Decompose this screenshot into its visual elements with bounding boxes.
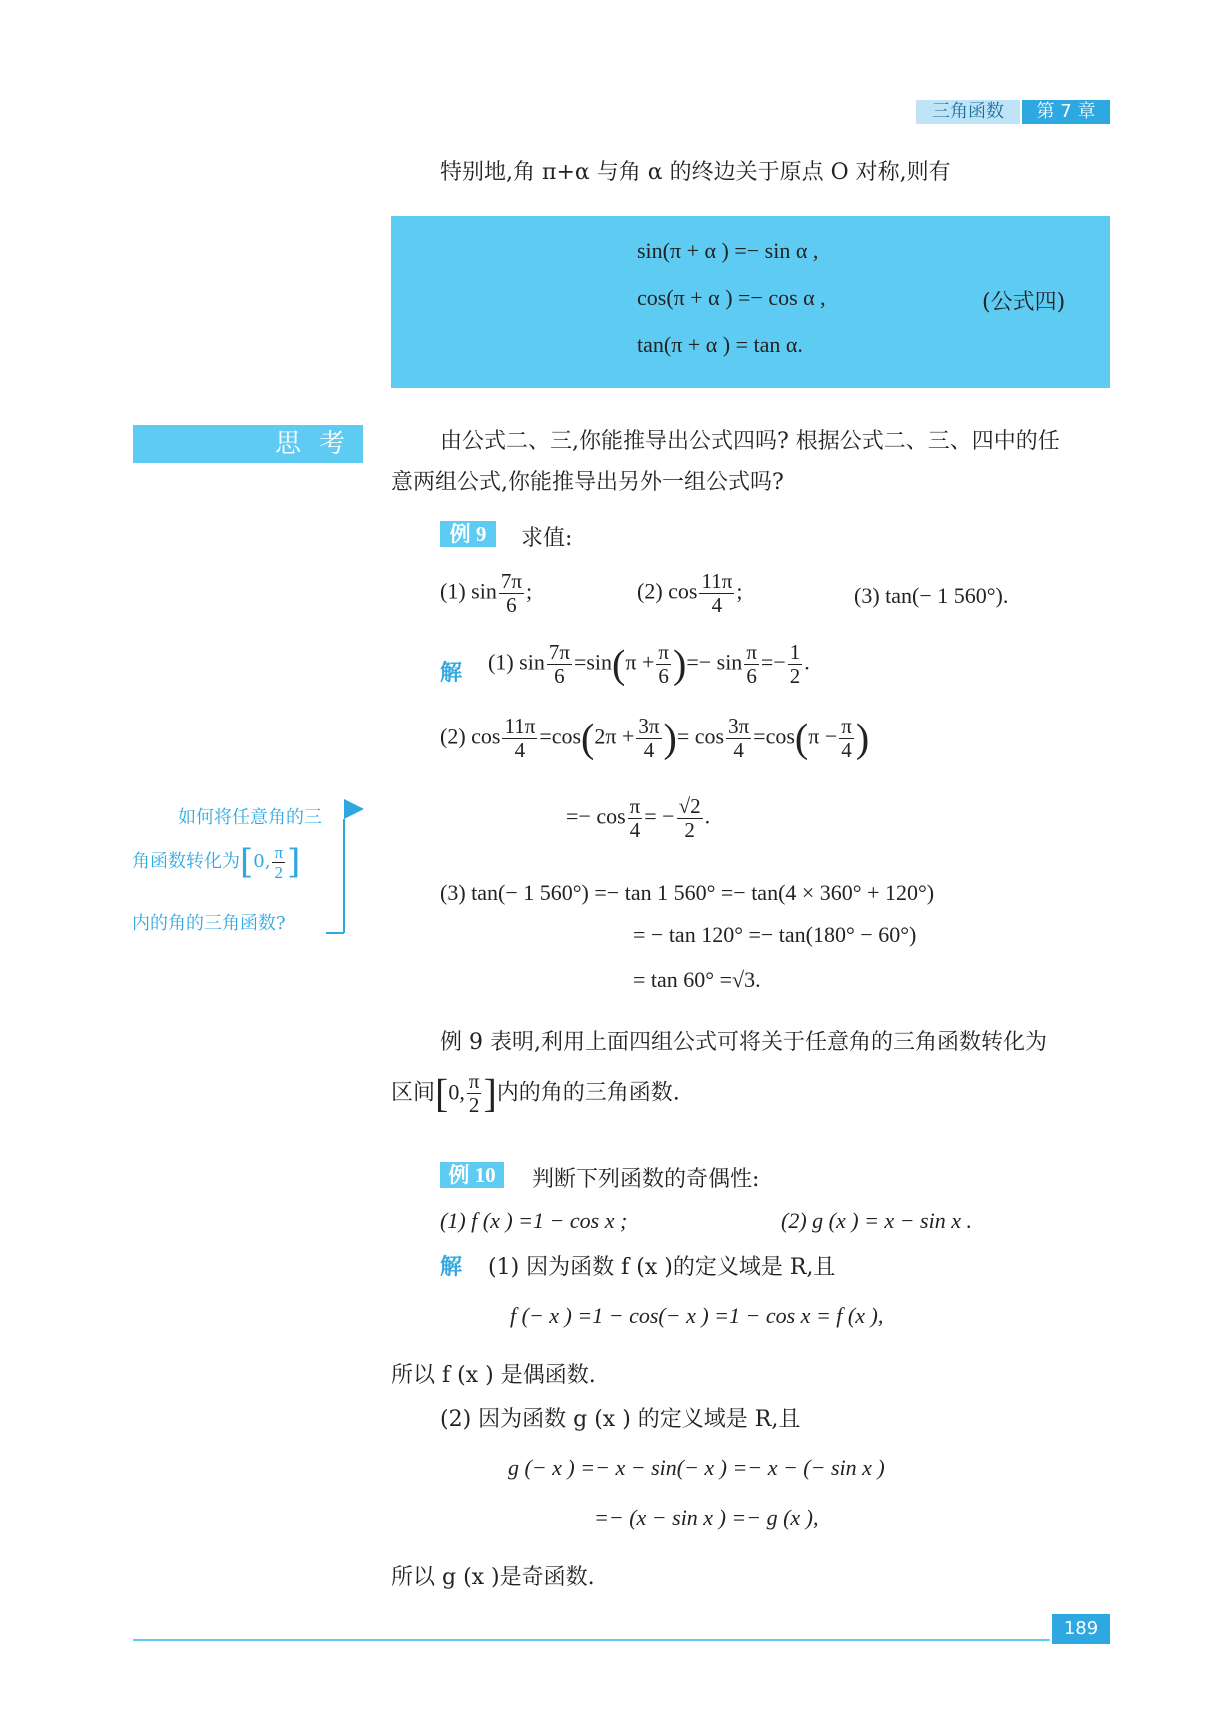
solution-3-line2: = − tan 120° =− tan(180° − 60°) <box>633 922 917 947</box>
formula-sin: sin(π + α ) =− sin α , <box>637 238 819 263</box>
problem-2: (2) cos $\frac{11\pi}{4}$ ; <box>637 569 743 617</box>
solution-10-2-conclusion: 所以 g (x )是奇函数. <box>391 1565 595 1590</box>
solution-3-line3: = tan 60° =√3. <box>633 967 761 992</box>
sidenote-bracket-icon <box>326 797 366 937</box>
sidenote-line3: 内的角的三角函数? <box>132 913 286 934</box>
problem-10-1: (1) f (x ) =1 − cos x ; <box>440 1208 628 1233</box>
solution-10-2-text: (2) 因为函数 g (x ) 的定义域是 R,且 <box>440 1407 801 1432</box>
think-text-line1: 由公式二、三,你能推导出公式四吗? 根据公式二、三、四中的任 <box>440 429 1060 454</box>
solution-10-1-text: (1) 因为函数 f (x )的定义域是 R,且 <box>488 1255 836 1280</box>
chapter-number: 第 7 章 <box>1022 100 1110 124</box>
solution-3-line1: (3) tan(− 1 560°) =− tan 1 560° =− tan(4 × 360° + 120°) <box>440 880 935 905</box>
chapter-title: 三角函数 <box>916 100 1020 124</box>
solution-1: (1) sin $\frac{7\pi}{6}$ =sin(π + $\frac{\pi}{6}$ )=− sin $\frac{\pi}{6}$ =− $\frac{1}{2}$ . <box>488 640 810 688</box>
formula-cos: cos(π + α ) =− cos α , <box>637 285 826 310</box>
sidenote-line2: 角函数转化为[0, $\frac{\pi}{2}$ ] <box>132 842 301 882</box>
formula-label: (公式四) <box>982 290 1066 315</box>
problem-10-2: (2) g (x ) = x − sin x . <box>781 1208 972 1233</box>
solution-label-10: 解 <box>440 1254 463 1280</box>
formula-tan: tan(π + α ) = tan α. <box>637 332 803 357</box>
problem-3: (3) tan(− 1 560°). <box>854 583 1009 608</box>
think-text-line2: 意两组公式,你能推导出另外一组公式吗? <box>391 470 784 495</box>
conclusion-line1: 例 9 表明,利用上面四组公式可将关于任意角的三角函数转化为 <box>440 1030 1047 1055</box>
solution-10-2-equation1: g (− x ) =− x − sin(− x ) =− x − (− sin x ) <box>508 1455 885 1480</box>
solution-10-2-equation2: =− (x − sin x ) =− g (x ), <box>594 1505 819 1530</box>
sidenote-line1: 如何将任意角的三 <box>178 807 322 828</box>
think-label: 思考 <box>133 425 363 463</box>
intro-text: 特别地,角 π+α 与角 α 的终边关于原点 O 对称,则有 <box>440 160 951 185</box>
formula-box <box>391 216 1110 388</box>
conclusion-line2: 区间[0, $\frac{\pi}{2}$ ]内的角的三角函数. <box>391 1069 680 1117</box>
solution-10-1-equation: f (− x ) =1 − cos(− x ) =1 − cos x = f (x ), <box>510 1303 884 1328</box>
solution-10-1-conclusion: 所以 f (x ) 是偶函数. <box>391 1363 596 1388</box>
problem-1: (1) sin $\frac{7\pi}{6}$ ; <box>440 569 533 617</box>
example-10-tag: 例 10 <box>440 1162 504 1188</box>
example-9-tag: 例 9 <box>440 521 496 547</box>
footer-rule <box>133 1639 1050 1641</box>
solution-2: (2) cos $\frac{11\pi}{4}$ =cos(2π + $\frac{3\pi}{4}$ )= cos $\frac{3\pi}{4}$ =cos(π − $\frac{\pi}{4}$ ) <box>440 714 870 762</box>
solution-2-continued: =− cos $\frac{\pi}{4}$ = − $\frac{√2}{2}$ . <box>566 794 711 842</box>
example-10-title: 判断下列函数的奇偶性: <box>532 1167 760 1192</box>
solution-label-9: 解 <box>440 660 463 686</box>
example-9-title: 求值: <box>521 526 573 551</box>
page-number: 189 <box>1052 1614 1110 1644</box>
